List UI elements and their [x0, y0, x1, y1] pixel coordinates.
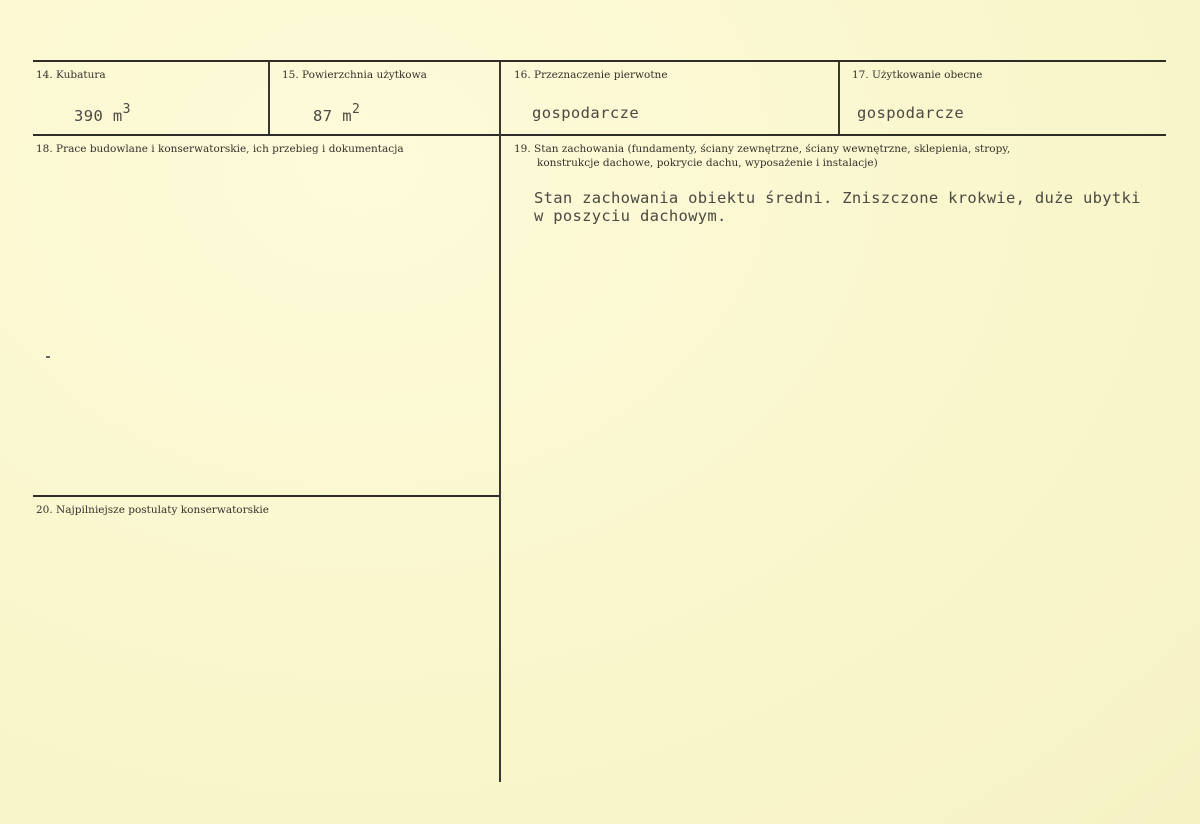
field-14-value-text: 390 m	[74, 107, 123, 126]
field-15-value	[313, 104, 360, 125]
field-19-text-line-2: w poszyciu dachowym.	[534, 207, 727, 225]
col-divider-2	[499, 62, 501, 782]
top-rule	[33, 60, 1166, 62]
col-divider-3	[838, 62, 840, 134]
section-divider-rule	[33, 495, 499, 497]
field-15-value-text: 87 m	[313, 107, 352, 126]
field-15-label: 15. Powierzchnia użytkowa	[282, 69, 427, 81]
row-divider-rule	[33, 134, 1166, 136]
paper-speck	[46, 356, 50, 358]
field-18-label: 18. Prace budowlane i konserwatorskie, ich przebieg i dokumentacja	[36, 143, 404, 155]
field-14-label: 14. Kubatura	[36, 69, 106, 81]
field-14-exponent: 3	[122, 102, 131, 117]
field-19-label-line-1: 19. Stan zachowania (fundamenty, ściany zewnętrzne, ściany wewnętrzne, sklepienia, stropy,	[514, 143, 1011, 155]
col-divider-1	[268, 62, 270, 134]
field-17-value: gospodarcze	[857, 104, 965, 122]
field-14-value	[74, 104, 131, 125]
field-20-label: 20. Najpilniejsze postulaty konserwatorskie	[36, 504, 269, 516]
field-16-value: gospodarcze	[532, 104, 640, 122]
field-19-label-line-2: konstrukcje dachowe, pokrycie dachu, wyposażenie i instalacje)	[537, 157, 878, 169]
field-17-label: 17. Użytkowanie obecne	[852, 69, 983, 81]
field-19-text-line-1: Stan zachowania obiektu średni. Zniszczone krokwie, duże ubytki	[534, 189, 1141, 207]
field-15-exponent: 2	[351, 102, 361, 117]
field-16-label: 16. Przeznaczenie pierwotne	[514, 69, 668, 81]
